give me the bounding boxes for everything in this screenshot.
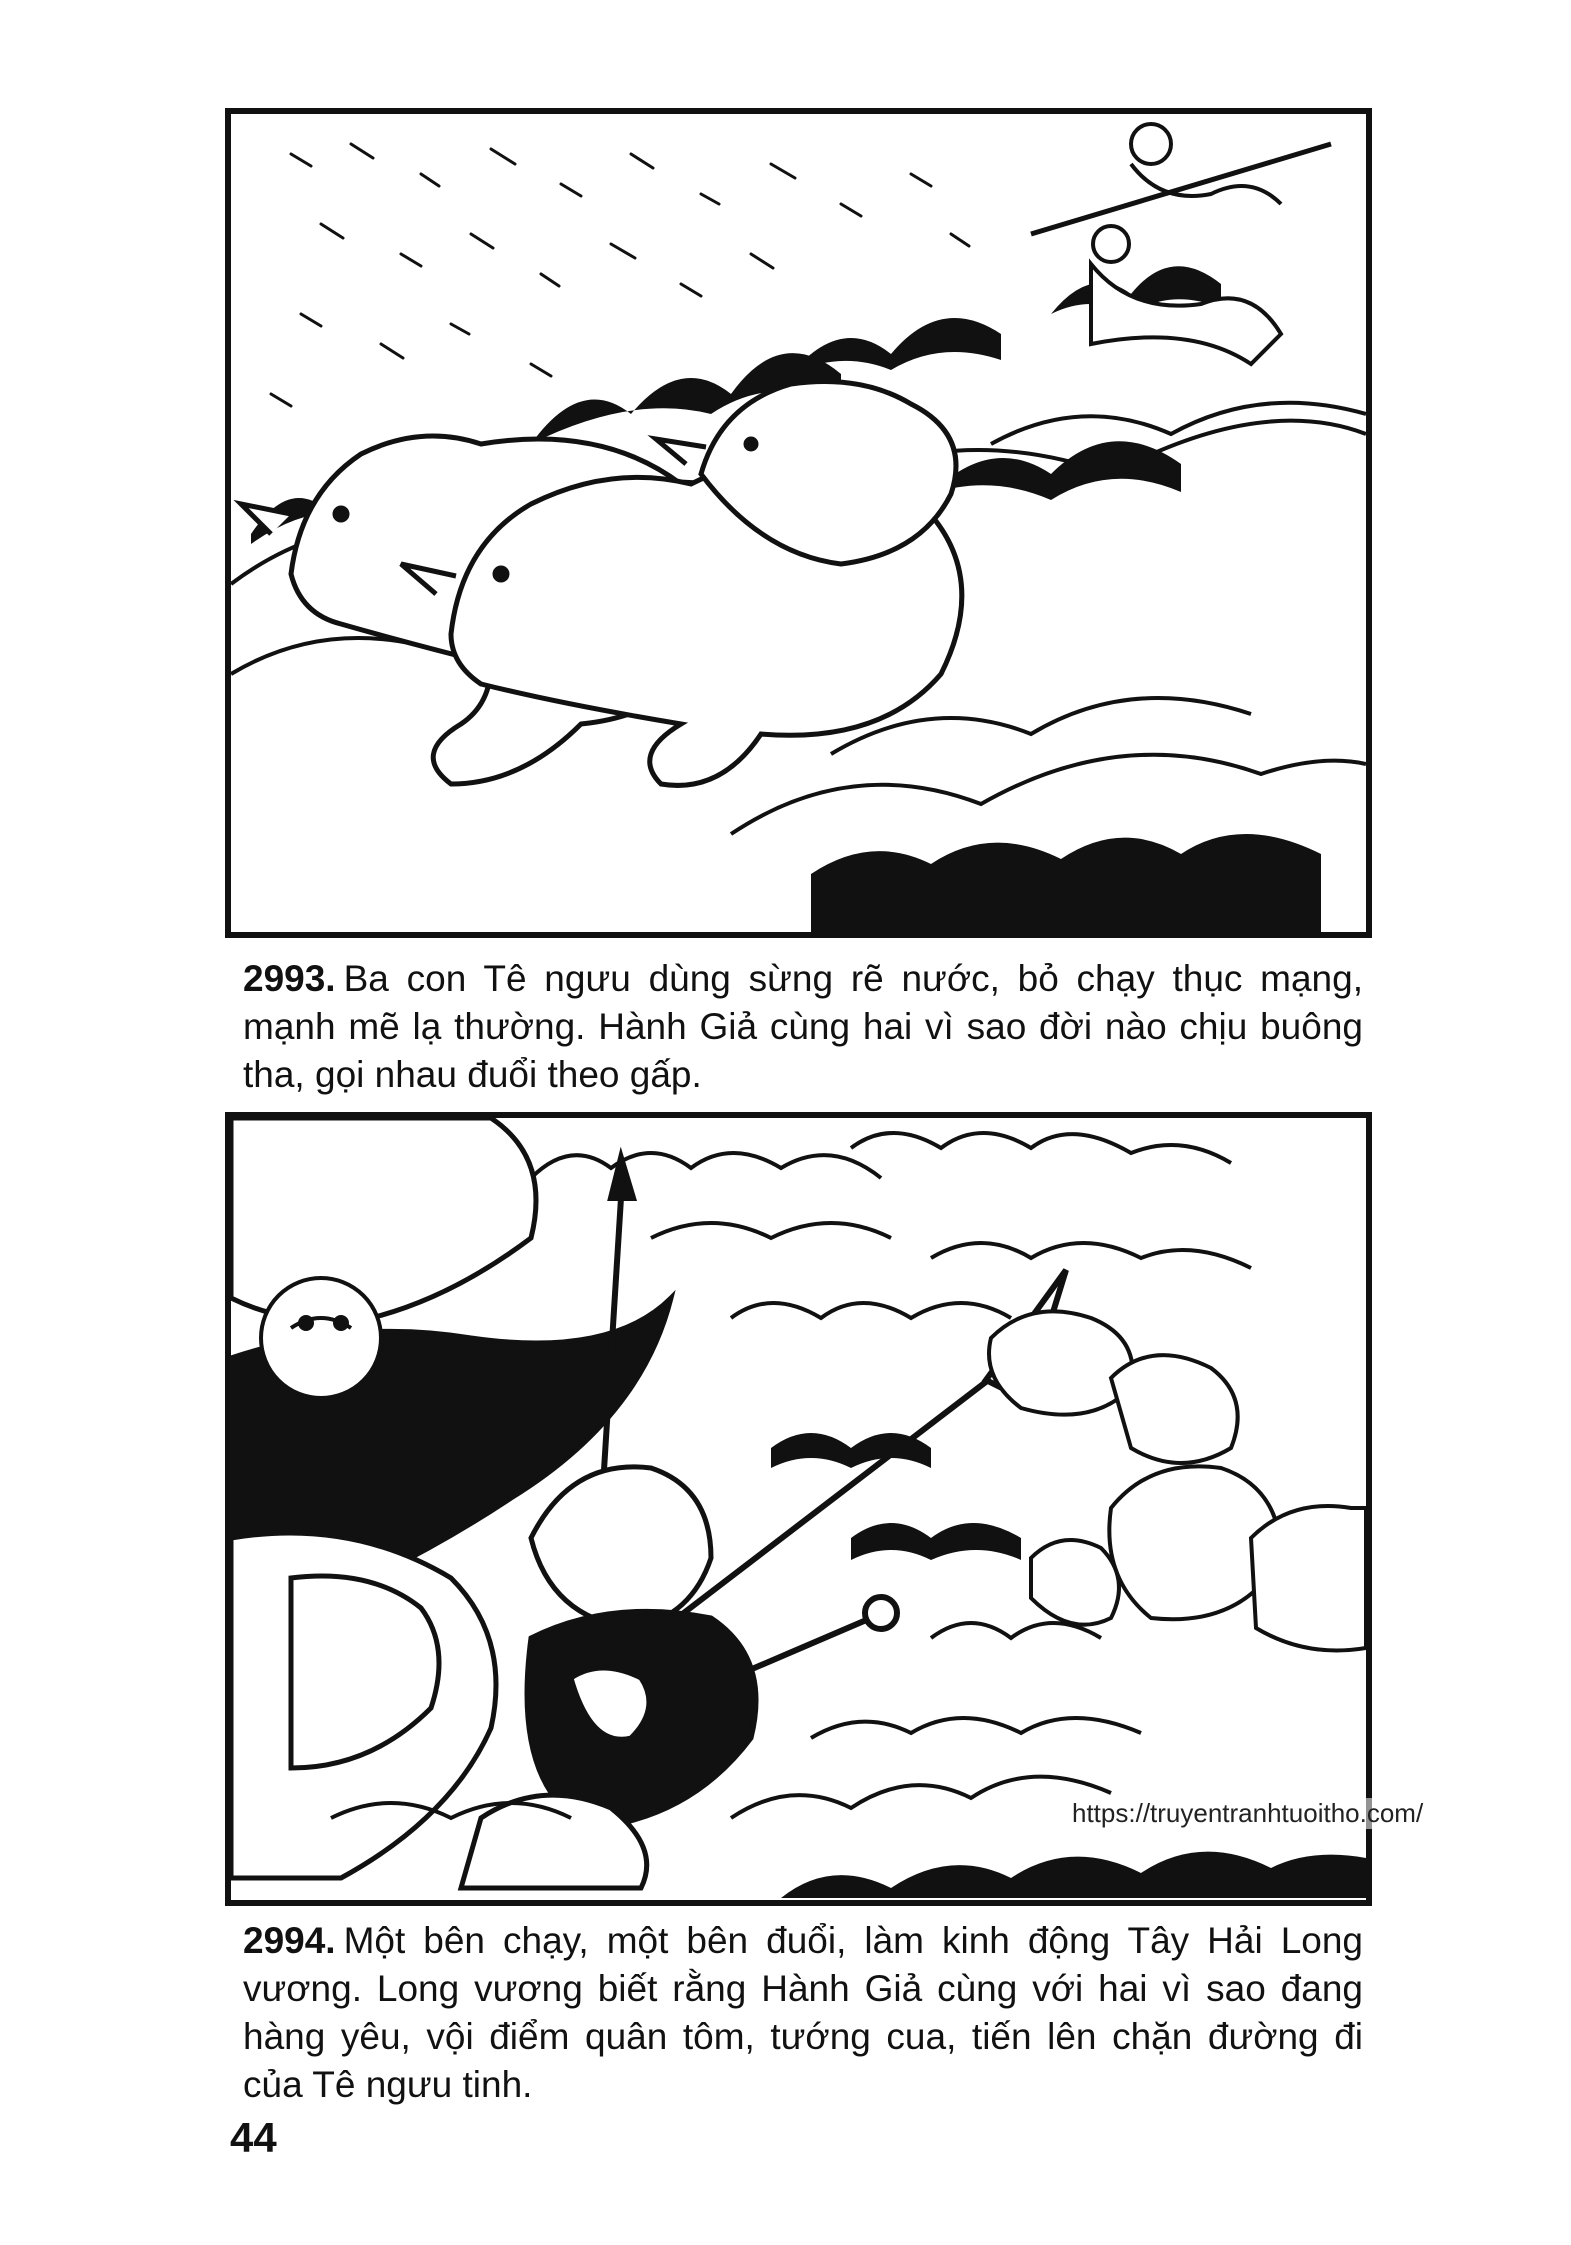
comic-panel-1 bbox=[225, 108, 1372, 938]
panel-1-caption bbox=[243, 955, 1363, 1099]
page-number: 44 bbox=[230, 2114, 277, 2161]
panel-2-caption bbox=[243, 1917, 1363, 2109]
panel-1-illustration bbox=[231, 114, 1366, 932]
watermark-url: https://truyentranhtuoitho.com/ bbox=[1068, 1798, 1427, 1829]
panel-2-caption-text: Một bên chạy, một bên đuổi, làm kinh động Tây Hải Long vương. Long vương biết rằng Hành Giả cùng với hai vì sao đang hàng yêu, vội điểm quân tôm, tướng cua, tiến lên chặn đường đi của Tê ngưu tinh. bbox=[243, 1920, 1363, 2105]
comic-panel-2 bbox=[225, 1112, 1372, 1906]
panel-1-caption-number: 2993. bbox=[243, 958, 336, 999]
panel-1-caption-text: Ba con Tê ngưu dùng sừng rẽ nước, bỏ chạy thục mạng, mạnh mẽ lạ thường. Hành Giả cùng hai vì sao đời nào chịu buông tha, gọi nhau đuổi theo gấp. bbox=[243, 958, 1363, 1095]
panel-2-illustration bbox=[231, 1118, 1366, 1900]
panel-2-caption-number: 2994. bbox=[243, 1920, 336, 1961]
